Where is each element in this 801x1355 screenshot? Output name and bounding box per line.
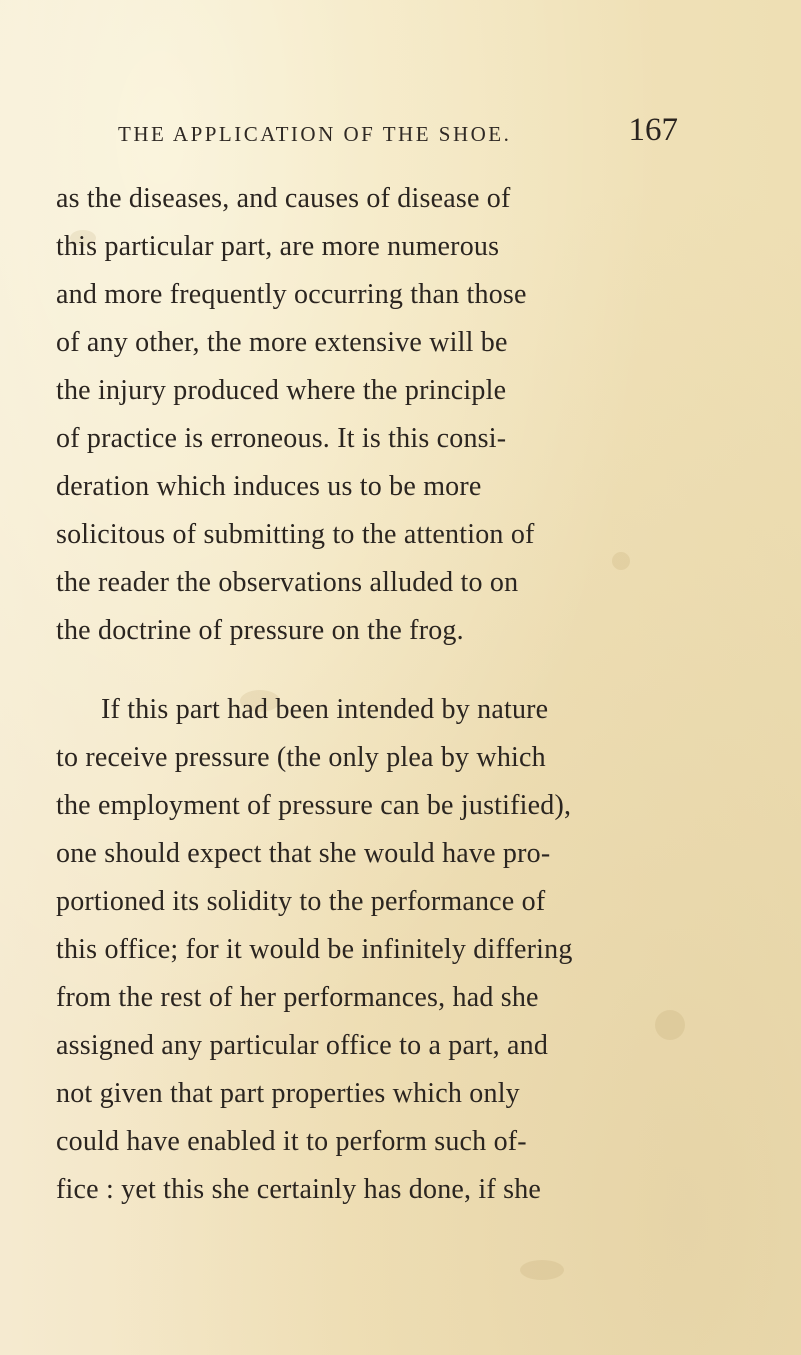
- text-line: deration which induces us to be more: [56, 471, 482, 502]
- text-line: and more frequently occurring than those: [56, 279, 527, 310]
- text-line: the employment of pressure can be justified),: [56, 790, 572, 821]
- text-line: of practice is erroneous. It is this consi-: [56, 423, 507, 454]
- text-line: this office; for it would be infinitely differing: [56, 934, 573, 965]
- running-title: THE APPLICATION OF THE SHOE.: [118, 122, 512, 146]
- text-line: to receive pressure (the only plea by which: [56, 742, 546, 773]
- text-line: this particular part, are more numerous: [56, 231, 500, 262]
- text-line: portioned its solidity to the performance of: [56, 886, 546, 917]
- text-line: not given that part properties which only: [56, 1078, 520, 1109]
- text-line: the doctrine of pressure on the frog.: [56, 615, 464, 646]
- page-number: 167: [628, 112, 678, 148]
- text-line: from the rest of her performances, had she: [56, 982, 539, 1013]
- text-line: solicitous of submitting to the attention of: [56, 519, 535, 550]
- text-line: assigned any particular office to a part, and: [56, 1030, 549, 1061]
- paragraph-first-line: If this part had been intended by nature: [101, 694, 549, 725]
- text-line: one should expect that she would have pro-: [56, 838, 551, 869]
- text-line: as the diseases, and causes of disease of: [56, 183, 511, 214]
- text-line: the injury produced where the principle: [56, 375, 507, 406]
- text-line: could have enabled it to perform such of-: [56, 1126, 527, 1157]
- text-line: fice : yet this she certainly has done, if she: [56, 1174, 542, 1205]
- text-line: the reader the observations alluded to on: [56, 567, 519, 598]
- text-line: of any other, the more extensive will be: [56, 327, 508, 358]
